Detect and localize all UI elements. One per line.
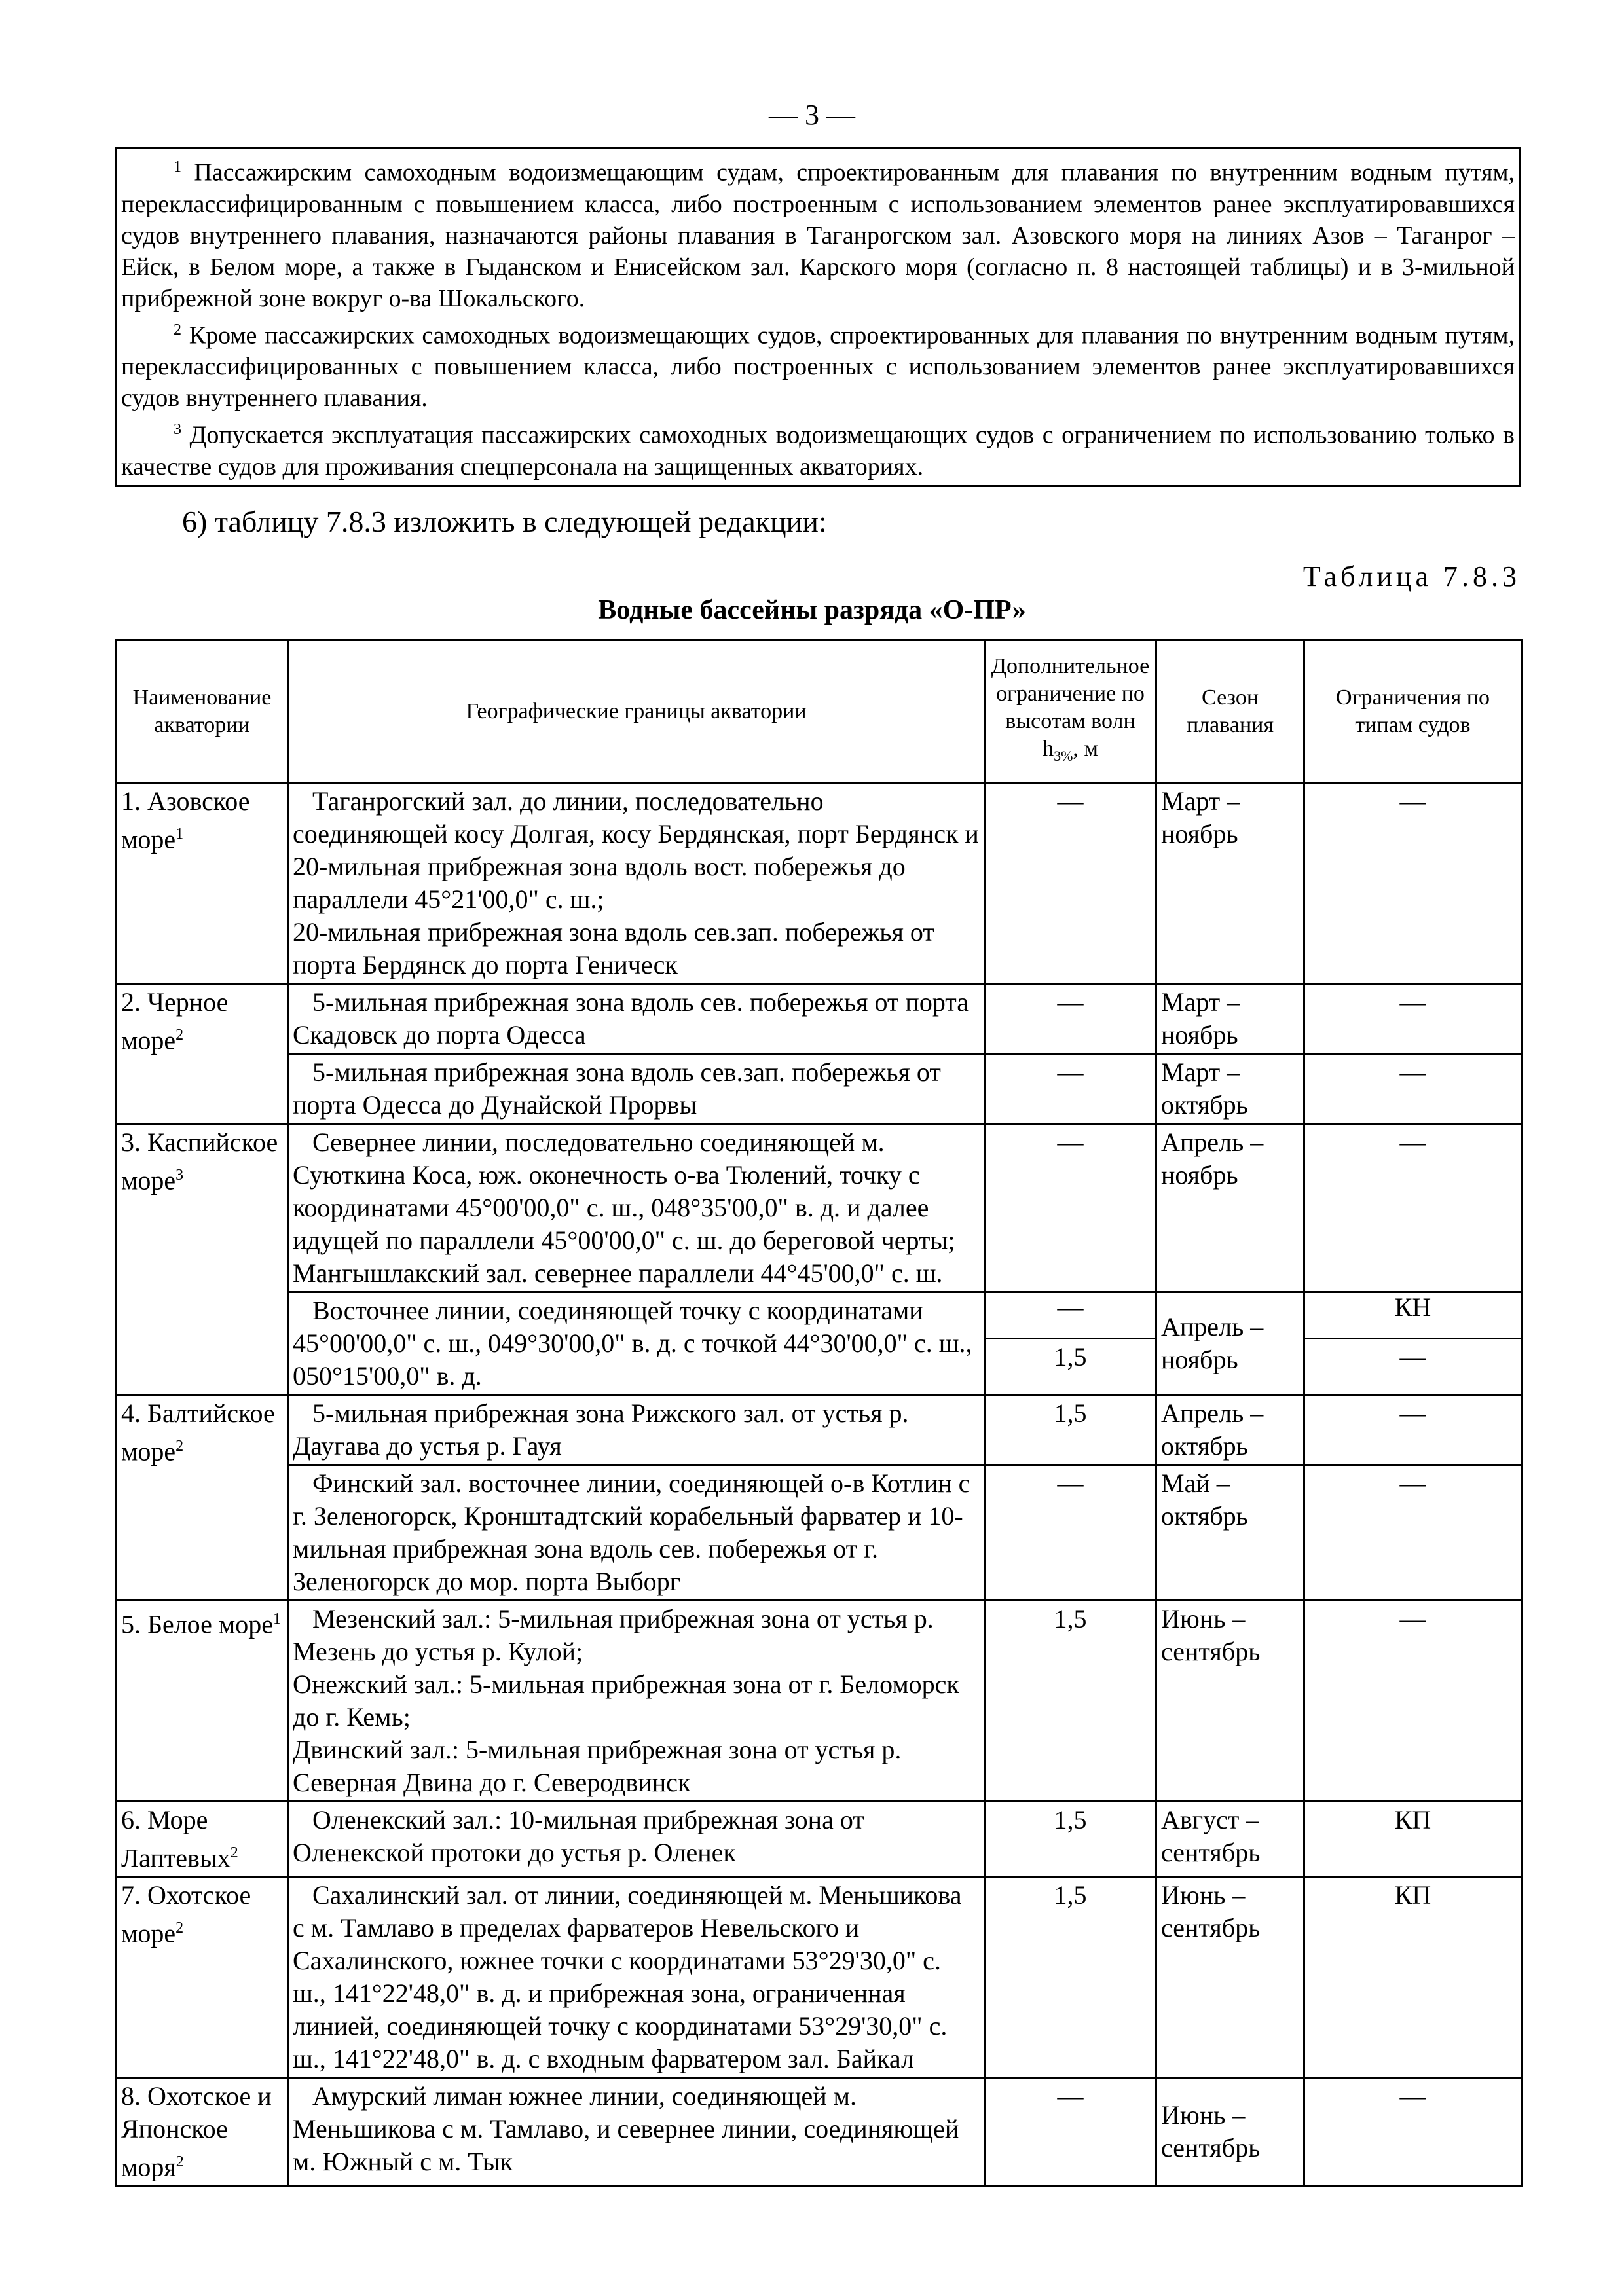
row-bounds: Севернее линии, последовательно соединяющей м. Суюткина Коса, юж. оконечность о-ва Тюлений, точку с координатами 45°00'00,0" с. ш., 048°35'00,0" в. д. и далее идущей по параллели 45°00'00,0" с. ш. до береговой черты; Мангышлакский зал. севернее параллели 44°45'00,0" с. ш.: [288, 1124, 985, 1292]
row-types: КН: [1304, 1292, 1522, 1339]
table-label: Таблица 7.8.3: [1302, 560, 1521, 592]
row-name: [117, 1395, 288, 1601]
row-types: —: [1304, 984, 1522, 1054]
footnote-2: [121, 314, 1515, 414]
table-title: Водные бассейны разряда «О-ПР»: [598, 595, 1026, 625]
row-bounds: Финский зал. восточнее линии, соединяющей о-в Котлин с г. Зеленогорск, Кронштадтский корабельный фарватер и 10-мильная прибрежная зона вдоль сев. побережья от г. Зеленогорск до мор. порта Выборг: [288, 1465, 985, 1601]
footnote-ref: 2: [175, 1027, 184, 1044]
row-name-text: 6. Море Лаптевых: [121, 1805, 231, 1873]
row-name-text: 4. Балтийское море: [121, 1398, 275, 1467]
footnote-mark: 2: [174, 321, 181, 338]
row-season: Май – октябрь: [1156, 1465, 1304, 1601]
row-season: Апрель – октябрь: [1156, 1395, 1304, 1465]
row-types: —: [1304, 1395, 1522, 1465]
footnote-1: [121, 151, 1515, 314]
row-name-text: 2. Черное море: [121, 987, 229, 1055]
row-name: [117, 1802, 288, 1877]
row-wave: —: [985, 1124, 1156, 1292]
row-name: [117, 1877, 288, 2078]
table-header-row: [117, 640, 1522, 783]
row-wave: —: [985, 1292, 1156, 1339]
row-wave: —: [985, 1465, 1156, 1601]
table-row: [117, 984, 1522, 1054]
header-wave: [985, 640, 1156, 783]
row-bounds: Восточнее линии, соединяющей точку с координатами 45°00'00,0" с. ш., 049°30'00,0" в. д. с точкой 44°30'00,0" с. ш., 050°15'00,0" в. д.: [288, 1292, 985, 1395]
table-row: [117, 1465, 1522, 1601]
table-row: [117, 1395, 1522, 1465]
header-bounds: Географические границы акватории: [288, 640, 985, 783]
footnote-3: [121, 414, 1515, 483]
bounds-text: Таганрогский зал. до линии, последовательно соединяющей косу Долгая, косу Бердянская, порт Бердянск и 20-мильная прибрежная зона вдоль вост. побережья до параллели 45°21'00,0" с. ш.;: [293, 786, 979, 914]
row-wave: —: [985, 783, 1156, 984]
header-season: Сезон плавания: [1156, 640, 1304, 783]
footnote-ref: 1: [175, 826, 184, 843]
row-types: КП: [1304, 1802, 1522, 1877]
table-row: [117, 1054, 1522, 1124]
row-types: —: [1304, 1465, 1522, 1601]
footnote-ref: 2: [175, 2153, 184, 2171]
row-wave: 1,5: [985, 1601, 1156, 1802]
footnote-ref: 3: [175, 1167, 184, 1184]
table-row: [117, 783, 1522, 984]
bounds-text-3: Двинский зал.: 5-мильная прибрежная зона от устья р. Северная Двина до г. Северодвинск: [293, 1735, 902, 1797]
row-bounds: 5-мильная прибрежная зона вдоль сев.зап. побережья от порта Одесса до Дунайской Прорвы: [288, 1054, 985, 1124]
table-row: [117, 1877, 1522, 2078]
row-wave: 1,5: [985, 1395, 1156, 1465]
row-wave: —: [985, 1054, 1156, 1124]
footnote-text: Кроме пассажирских самоходных водоизмещающих судов, спроектированных для плавания по внутренним водным путям, переклассифицированных с повышением класса, либо построенных с использованием элементов ранее эксплуатировавшихся судов внутреннего плавания.: [121, 321, 1515, 412]
row-name-text: 7. Охотское море: [121, 1880, 251, 1948]
row-types: —: [1304, 1601, 1522, 1802]
row-name: [117, 984, 288, 1124]
row-bounds: 5-мильная прибрежная зона Рижского зал. от устья р. Даугава до устья р. Гауя: [288, 1395, 985, 1465]
row-types: —: [1304, 1124, 1522, 1292]
bounds-text-2: Онежский зал.: 5-мильная прибрежная зона от г. Беломорск до г. Кемь;: [293, 1669, 959, 1732]
row-bounds: 5-мильная прибрежная зона вдоль сев. побережья от порта Скадовск до порта Одесса: [288, 984, 985, 1054]
footnote-ref: 2: [175, 1438, 184, 1455]
row-wave: 1,5: [985, 1338, 1156, 1394]
row-name-text: 1. Азовское море: [121, 786, 250, 854]
footnote-ref: 2: [230, 1844, 238, 1861]
row-bounds: Оленекский зал.: 10-мильная прибрежная зона от Оленекской протоки до устья р. Оленек: [288, 1802, 985, 1877]
row-season: Июнь – сентябрь: [1156, 1877, 1304, 2078]
row-season: Март – ноябрь: [1156, 984, 1304, 1054]
footnote-text: Пассажирским самоходным водоизмещающим судам, спроектированным для плавания по внутренним водным путям, переклассифицированным с повышением класса, либо построенным с использованием элементов ранее эксплуатировавшихся судов внутреннего плавания, назначаются районы плавания в Таганрогском зал. Азовского моря на линиях Азов – Таганрог – Ейск, в Белом море, а также в Гыданском и Енисейском зал. Карского моря (согласно п. 8 настоящей таблицы) и в 3-мильной прибрежной зоне вокруг о-ва Шокальского.: [121, 158, 1515, 312]
row-wave: 1,5: [985, 1802, 1156, 1877]
row-season: Апрель – ноябрь: [1156, 1292, 1304, 1395]
footnote-ref: 2: [175, 1920, 184, 1937]
row-wave: —: [985, 984, 1156, 1054]
row-name: [117, 1124, 288, 1395]
row-season: Апрель – ноябрь: [1156, 1124, 1304, 1292]
row-name: [117, 783, 288, 984]
row-types: —: [1304, 783, 1522, 984]
table-row: [117, 1601, 1522, 1802]
row-wave: 1,5: [985, 1877, 1156, 2078]
row-name-text: 3. Каспийское море: [121, 1127, 278, 1195]
instruction-text: 6) таблицу 7.8.3 изложить в следующей редакции:: [182, 505, 827, 538]
row-types: КП: [1304, 1877, 1522, 2078]
footnotes-box: [115, 147, 1521, 487]
row-name-text: 5. Белое море: [121, 1609, 273, 1639]
row-season: Июнь – сентябрь: [1156, 1601, 1304, 1802]
bounds-text-2: 20-мильная прибрежная зона вдоль сев.зап. побережья от порта Бердянск до порта Геническ: [293, 917, 934, 979]
row-season: Июнь – сентябрь: [1156, 2078, 1304, 2186]
row-name-text: 8. Охотское и Японское моря: [121, 2081, 272, 2182]
row-types: —: [1304, 1338, 1522, 1394]
row-bounds: Сахалинский зал. от линии, соединяющей м. Меньшикова с м. Тамлаво в пределах фарватеров Невельского и Сахалинского, южнее точки с координатами 53°29'30,0" с. ш., 141°22'48,0" в. д. и прибрежная зона, ограниченная линией, соединяющей точку с координатами 53°29'30,0" с. ш., 141°22'48,0" в. д. с входным фарватером зал. Байкал: [288, 1877, 985, 2078]
water-basins-table: [115, 639, 1522, 2187]
table-row: [117, 1292, 1522, 1339]
footnote-mark: 3: [174, 421, 181, 439]
header-wave-unit: , м: [1073, 737, 1098, 761]
row-types: —: [1304, 2078, 1522, 2186]
row-wave: —: [985, 2078, 1156, 2186]
table-row: [117, 1802, 1522, 1877]
footnote-mark: 1: [174, 158, 181, 175]
table-row: [117, 1124, 1522, 1292]
row-types: —: [1304, 1054, 1522, 1124]
page-number: — 3 —: [769, 99, 855, 131]
footnote-ref: 1: [273, 1611, 281, 1628]
row-name: [117, 1601, 288, 1802]
row-name: [117, 2078, 288, 2186]
row-bounds: [288, 783, 985, 984]
header-name: Наименование акватории: [117, 640, 288, 783]
row-season: Март – октябрь: [1156, 1054, 1304, 1124]
row-season: Август – сентябрь: [1156, 1802, 1304, 1877]
row-season: Март – ноябрь: [1156, 783, 1304, 984]
bounds-text: Мезенский зал.: 5-мильная прибрежная зона от устья р. Мезень до устья р. Кулой;: [293, 1604, 934, 1666]
header-types: Ограничения по типам судов: [1304, 640, 1522, 783]
header-wave-subscript: 3%: [1054, 747, 1073, 764]
row-bounds: Амурский лиман южнее линии, соединяющей м. Меньшикова с м. Тамлаво, и севернее линии, соединяющей м. Южный с м. Тык: [288, 2078, 985, 2186]
header-wave-text: Дополнительное ограничение по высотам волн h: [991, 654, 1150, 761]
table-row: [117, 2078, 1522, 2186]
footnote-text: Допускается эксплуатация пассажирских самоходных водоизмещающих судов с ограничением по использованию только в качестве судов для проживания спецперсонала на защищенных акваториях.: [121, 421, 1515, 481]
row-bounds: [288, 1601, 985, 1802]
